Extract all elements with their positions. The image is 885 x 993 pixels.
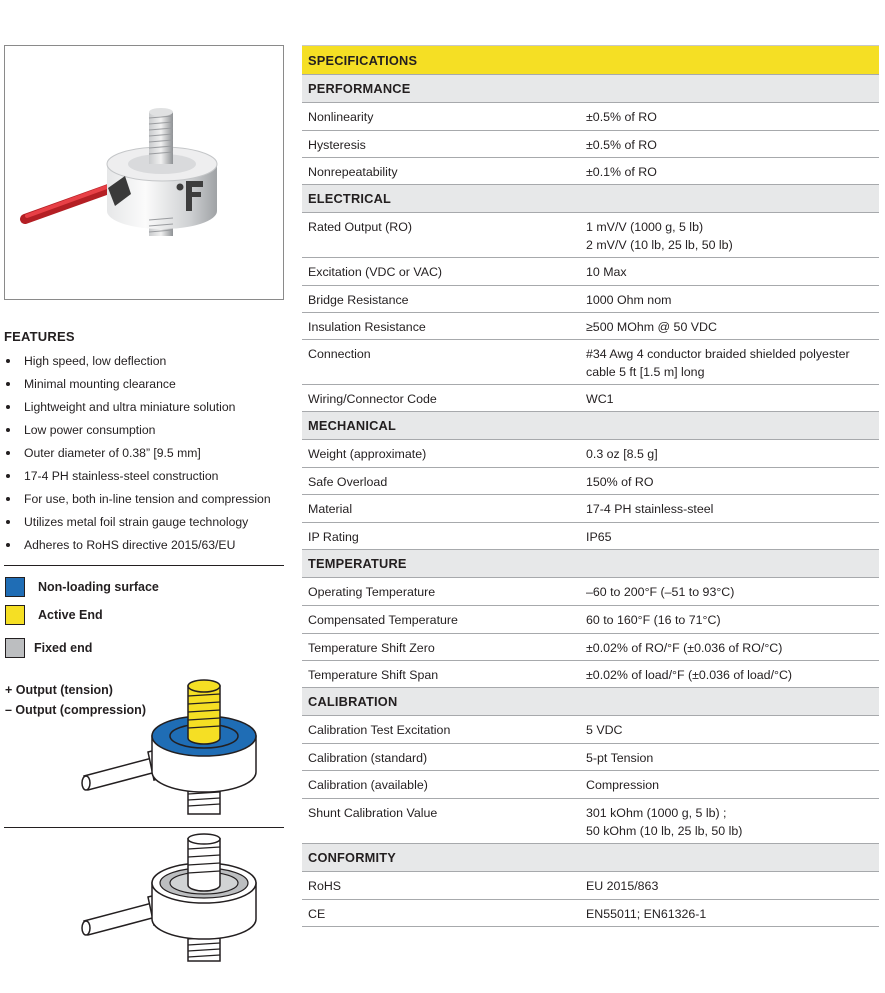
- feature-item: Minimal mounting clearance: [4, 374, 289, 397]
- spec-row: [302, 157, 879, 184]
- spec-key: Compensated Temperature: [308, 613, 458, 627]
- section-electrical: ELECTRICAL: [302, 184, 879, 212]
- spec-value: #34 Awg 4 conductor braided shielded polyester cable 5 ft [1.5 m] long: [586, 347, 850, 379]
- spec-key: Nonlinearity: [308, 110, 374, 124]
- spec-value: 150% of RO: [586, 475, 654, 489]
- spec-row: [302, 770, 879, 798]
- spec-key: Calibration (standard): [308, 751, 428, 765]
- spec-value: 301 kOhm (1000 g, 5 lb) ; 50 kOhm (10 lb, 25 lb, 50 lb): [586, 806, 743, 838]
- spec-key: CE: [308, 907, 326, 921]
- spec-value: Compression: [586, 778, 659, 792]
- spec-key: Material: [308, 502, 353, 516]
- spec-value: –60 to 200°F (–51 to 93°C): [586, 585, 735, 599]
- gray-swatch-icon: [5, 638, 25, 658]
- spec-key: Safe Overload: [308, 475, 388, 489]
- spec-value: 5 VDC: [586, 723, 623, 737]
- spec-key: Excitation (VDC or VAC): [308, 265, 443, 279]
- legend-non-loading: [5, 577, 159, 597]
- spec-value: ±0.02% of RO/°F (±0.036 of RO/°C): [586, 641, 783, 655]
- spec-row: [302, 439, 879, 467]
- spec-row: [302, 715, 879, 743]
- cable-red: [25, 186, 117, 219]
- spec-row: [302, 633, 879, 660]
- legend-label: Active End: [38, 608, 103, 622]
- spec-key: Calibration Test Excitation: [308, 723, 451, 737]
- product-photo: [4, 45, 284, 300]
- legend-label: Fixed end: [34, 641, 93, 655]
- spec-key: IP Rating: [308, 530, 359, 544]
- divider: [4, 827, 284, 828]
- spec-row: [302, 312, 879, 339]
- yellow-swatch-icon: [5, 605, 25, 625]
- legend-fixed-end: [5, 638, 92, 658]
- spec-key: Weight (approximate): [308, 447, 427, 461]
- spec-value: ±0.1% of RO: [586, 165, 657, 179]
- load-cell-diagram-colored: [70, 672, 270, 820]
- spec-value: IP65: [586, 530, 612, 544]
- spec-value: 0.3 oz [8.5 g]: [586, 447, 658, 461]
- features-heading: FEATURES: [4, 329, 75, 344]
- spec-row: [302, 871, 879, 899]
- feature-item: High speed, low deflection: [4, 351, 289, 374]
- spec-row: [302, 899, 879, 926]
- spec-row: [302, 339, 879, 384]
- spec-row: [302, 285, 879, 312]
- spec-value: 10 Max: [586, 265, 627, 279]
- section-temperature: TEMPERATURE: [302, 549, 879, 577]
- features-list: [4, 351, 289, 558]
- feature-item: 17-4 PH stainless-steel construction: [4, 466, 289, 489]
- spec-row: [302, 605, 879, 633]
- spec-key: Connection: [308, 347, 371, 361]
- specifications-title: SPECIFICATIONS: [302, 45, 879, 74]
- spec-value: 1 mV/V (1000 g, 5 lb) 2 mV/V (10 lb, 25 lb, 50 lb): [586, 220, 733, 252]
- spec-row: [302, 102, 879, 130]
- specifications-table: [302, 45, 879, 927]
- spec-value: ±0.5% of RO: [586, 110, 657, 124]
- table-bottom-rule: [302, 926, 879, 927]
- spec-row: [302, 467, 879, 494]
- output-compression: – Output (compression): [5, 703, 146, 717]
- spec-value: 17-4 PH stainless-steel: [586, 502, 714, 516]
- feature-item: Low power consumption: [4, 420, 289, 443]
- spec-key: Wiring/Connector Code: [308, 392, 437, 406]
- load-cell-diagram-outline: [70, 833, 270, 968]
- spec-value: 60 to 160°F (16 to 71°C): [586, 613, 721, 627]
- spec-key: Rated Output (RO): [308, 220, 412, 234]
- spec-value: ±0.5% of RO: [586, 138, 657, 152]
- spec-key: Nonrepeatability: [308, 165, 398, 179]
- spec-key: Insulation Resistance: [308, 320, 426, 334]
- section-conformity: CONFORMITY: [302, 843, 879, 871]
- spec-key: Hysteresis: [308, 138, 366, 152]
- spec-key: Bridge Resistance: [308, 293, 409, 307]
- spec-row: [302, 660, 879, 687]
- spec-key: Temperature Shift Zero: [308, 641, 435, 655]
- legend-label: Non-loading surface: [38, 580, 159, 594]
- spec-row: [302, 257, 879, 285]
- spec-value: WC1: [586, 392, 614, 406]
- spec-row: [302, 798, 879, 843]
- section-mechanical: MECHANICAL: [302, 411, 879, 439]
- spec-key: Calibration (available): [308, 778, 428, 792]
- legend-active-end: [5, 605, 103, 625]
- spec-key: Operating Temperature: [308, 585, 436, 599]
- spec-key: RoHS: [308, 879, 342, 893]
- feature-item: Utilizes metal foil strain gauge technology: [4, 512, 289, 535]
- spec-row: [302, 743, 879, 770]
- spec-value: ±0.02% of load/°F (±0.036 of load/°C): [586, 668, 793, 682]
- spec-value: EN55011; EN61326-1: [586, 907, 707, 921]
- section-calibration: CALIBRATION: [302, 687, 879, 715]
- feature-item: Adheres to RoHS directive 2015/63/EU: [4, 535, 289, 558]
- spec-key: Shunt Calibration Value: [308, 806, 438, 820]
- blue-swatch-icon: [5, 577, 25, 597]
- spec-row: [302, 577, 879, 605]
- feature-item: Lightweight and ultra miniature solution: [4, 397, 289, 420]
- spec-row: [302, 212, 879, 257]
- spec-row: [302, 384, 879, 411]
- section-performance: PERFORMANCE: [302, 74, 879, 102]
- spec-row: [302, 494, 879, 522]
- spec-key: Temperature Shift Span: [308, 668, 439, 682]
- load-cell-photo: [5, 46, 283, 299]
- output-tension: + Output (tension): [5, 683, 113, 697]
- feature-item: For use, both in-line tension and compression: [4, 489, 289, 512]
- spec-value: 5-pt Tension: [586, 751, 654, 765]
- divider: [4, 565, 284, 566]
- spec-value: ≥500 MOhm @ 50 VDC: [586, 320, 717, 334]
- feature-item: Outer diameter of 0.38” [9.5 mm]: [4, 443, 289, 466]
- spec-value: 1000 Ohm nom: [586, 293, 672, 307]
- spec-row: [302, 130, 879, 157]
- spec-value: EU 2015/863: [586, 879, 659, 893]
- spec-row: [302, 522, 879, 549]
